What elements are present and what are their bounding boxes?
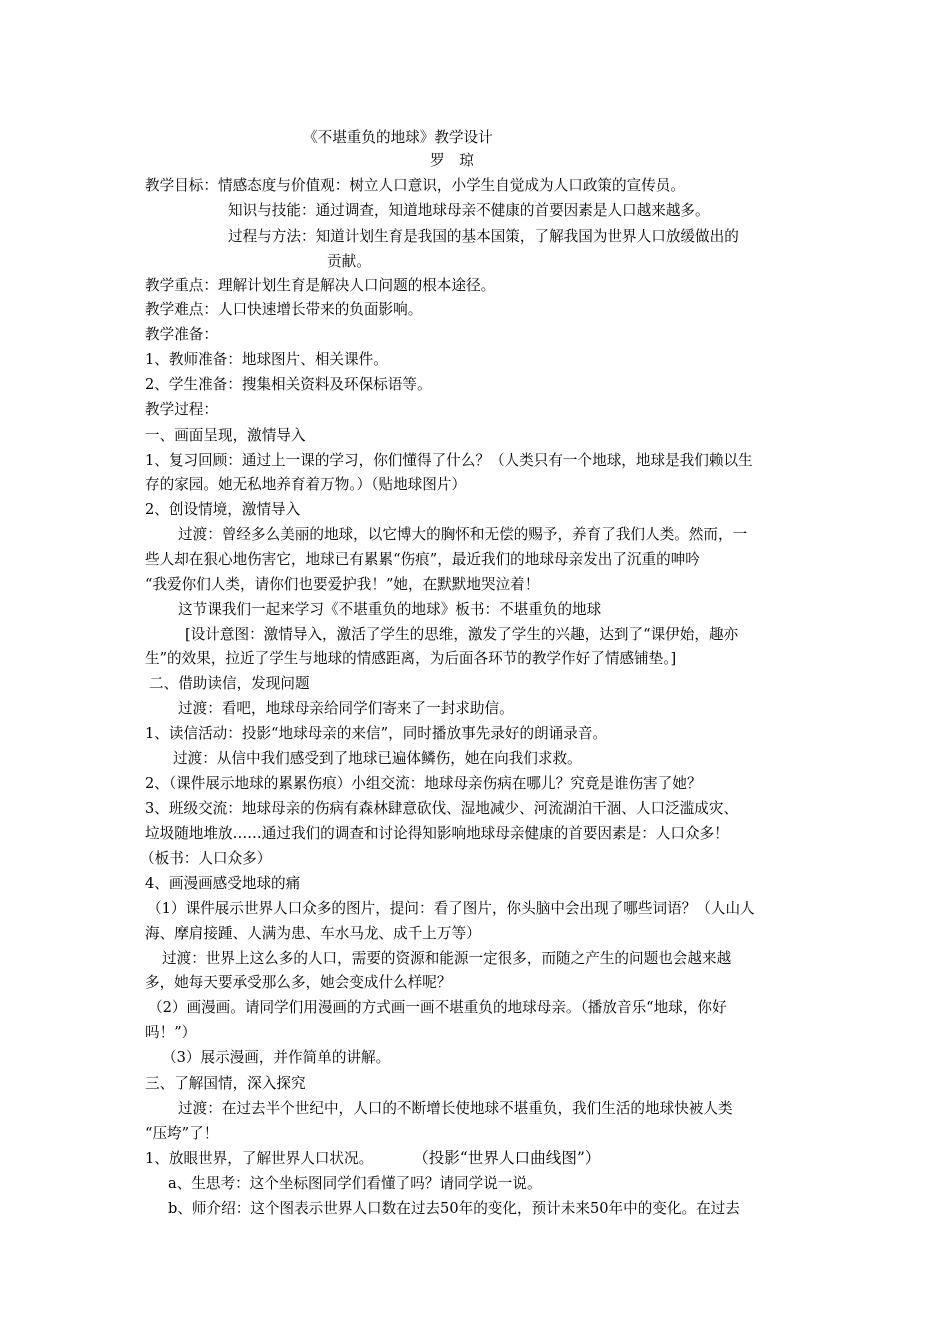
text-line: 过程与方法：知道计划生育是我国的基本国策，了解我国为世界人口放缓做出的 xyxy=(228,228,739,245)
text-line: 教学目标：情感态度与价值观：树立人口意识，小学生自觉成为人口政策的宣传员。 xyxy=(145,177,685,194)
text-line: “压垮”了！ xyxy=(145,1125,219,1142)
section-heading: 一、画面呈现，激情导入 xyxy=(145,427,306,444)
text-line: 垃圾随地堆放……通过我们的调查和讨论得知影响地球母亲健康的首要因素是：人口众多！ xyxy=(145,825,729,842)
document-title: 《不堪重负的地球》教学设计 xyxy=(303,129,493,146)
text-line: 些人却在狠心地伤害它，地球已有累累“伤痕”，最近我们的地球母亲发出了沉重的呻吟 xyxy=(145,551,700,568)
text-line: 1、复习回顾：通过上一课的学习，你们懂得了什么？（人类只有一个地球，地球是我们赖以生 xyxy=(145,452,753,469)
text-line: （板书：人口众多） xyxy=(140,850,272,867)
text-line: 过渡：世界上这么多的人口，需要的资源和能源一定很多，而随之产生的问题也会越来越 xyxy=(162,950,732,967)
text-line: 教学难点：人口快速增长带来的负面影响。 xyxy=(145,301,423,318)
text-line: [设计意图：激情导入，激活了学生的思维，激发了学生的兴趣，达到了“课伊始，趣亦 xyxy=(185,626,739,643)
text-line: 4、画漫画感受地球的痛 xyxy=(145,875,301,892)
text-line: 贡献。 xyxy=(327,253,371,270)
section-heading: 二、借助读信，发现问题 xyxy=(149,675,310,692)
text-line: （投影“世界人口曲线图”） xyxy=(413,1149,601,1167)
text-line: b、师介绍：这个图表示世界人口数在过去50年的变化，预计未来50年中的变化。在过去 xyxy=(168,1200,740,1217)
text-line: 教学过程： xyxy=(145,401,218,418)
text-line: （3）展示漫画，并作简单的讲解。 xyxy=(162,1049,391,1066)
text-line: （2）画漫画。请同学们用漫画的方式画一画不堪重负的地球母亲。（播放音乐“地球，你好 xyxy=(148,999,727,1016)
text-line: 存的家园。她无私地养育着万物。）（贴地球图片） xyxy=(145,476,467,493)
text-line: 1、读信活动：投影“地球母亲的来信”，同时播放事先录好的朗诵录音。 xyxy=(145,725,608,742)
text-line: （1）课件展示世界人口众多的图片，提问：看了图片，你头脑中会出现了哪些词语？（人山人 xyxy=(147,900,755,917)
text-line: 这节课我们一起来学习《不堪重负的地球》板书：不堪重负的地球 xyxy=(178,601,602,618)
document-author: 罗 琼 xyxy=(430,152,474,169)
text-line: 1、放眼世界，了解世界人口状况。 xyxy=(145,1150,374,1167)
text-line: 2、（课件展示地球的累累伤痕）小组交流：地球母亲伤病在哪儿？究竟是谁伤害了她？ xyxy=(145,775,702,792)
text-line: 吗！”） xyxy=(145,1024,197,1041)
text-line: 海、摩肩接踵、人满为患、车水马龙、成千上万等） xyxy=(145,925,481,942)
text-line: 1、教师准备：地球图片、相关课件。 xyxy=(145,351,388,368)
text-line: “我爱你们人类，请你们也要爱护我！”她，在默默地哭泣着！ xyxy=(145,576,540,593)
text-line: 教学准备： xyxy=(145,326,218,343)
section-heading: 三、了解国情，深入探究 xyxy=(145,1075,306,1092)
text-line: 2、学生准备：搜集相关资料及环保标语等。 xyxy=(145,376,432,393)
text-line: 2、创设情境，激情导入 xyxy=(145,501,301,518)
text-line: 知识与技能：通过调查，知道地球母亲不健康的首要因素是人口越来越多。 xyxy=(228,202,710,219)
text-line: 过渡：看吧，地球母亲给同学们寄来了一封求助信。 xyxy=(178,700,514,717)
text-line: 多，她每天要承受那么多，她会变成什么样呢？ xyxy=(145,974,452,991)
text-line: 3、班级交流：地球母亲的伤病有森林肆意砍伐、湿地减少、河流湖泊干涸、人口泛滥成灾、 xyxy=(145,800,739,817)
text-line: 过渡：从信中我们感受到了地球已遍体鳞伤，她在向我们求救。 xyxy=(173,750,582,767)
text-line: 生”的效果，拉近了学生与地球的情感距离，为后面各环节的教学作好了情感铺垫。] xyxy=(145,650,677,667)
text-line: 过渡：在过去半个世纪中，人口的不断增长使地球不堪重负，我们生活的地球快被人类 xyxy=(178,1100,733,1117)
text-line: 过渡：曾经多么美丽的地球，以它博大的胸怀和无偿的赐予，养育了我们人类。然而，一 xyxy=(178,526,748,543)
text-line: 教学重点：理解计划生育是解决人口问题的根本途径。 xyxy=(145,277,496,294)
text-line: a、生思考：这个坐标图同学们看懂了吗？请同学说一说。 xyxy=(168,1175,542,1192)
